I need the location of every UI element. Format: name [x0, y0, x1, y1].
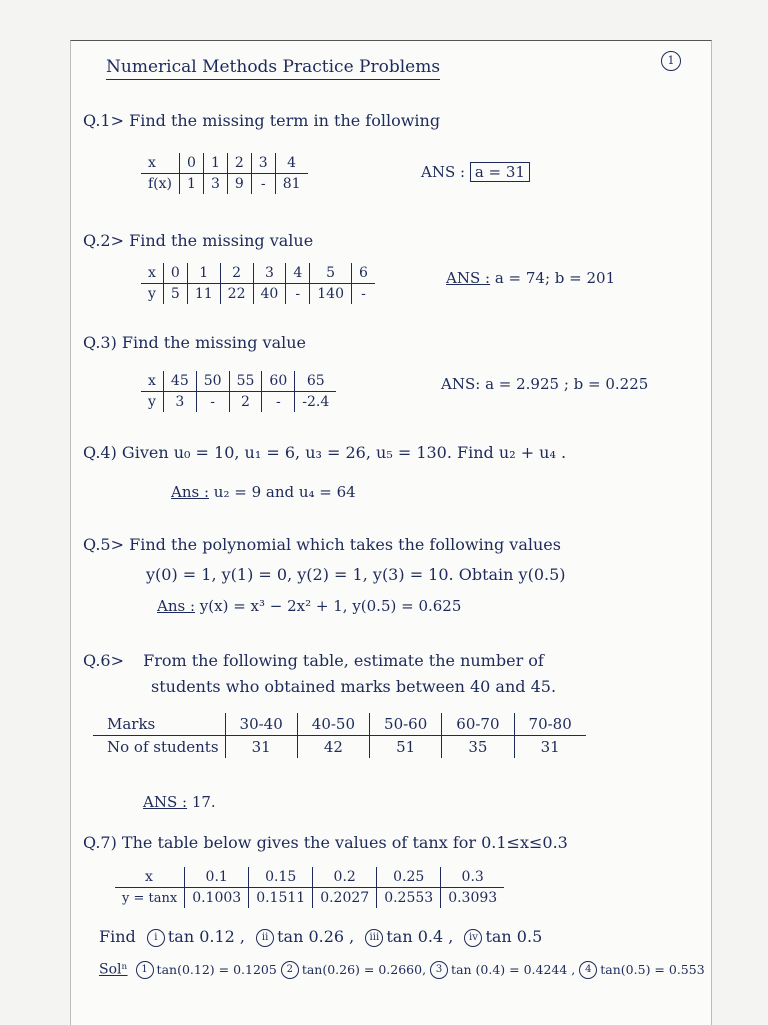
table-cell: 65 — [295, 371, 337, 392]
page-title: Numerical Methods Practice Problems — [106, 57, 440, 80]
list-item — [430, 962, 579, 977]
table-cell: 22 — [220, 284, 253, 305]
table-cell: 55 — [229, 371, 262, 392]
table-row — [141, 392, 336, 413]
q3-text: Find the missing value — [121, 333, 306, 352]
table-cell: 0.2553 — [377, 888, 441, 909]
table-cell: 11 — [187, 284, 220, 305]
circled-number: 2 — [281, 961, 299, 979]
q7-text: The table below gives the values of tanx for 0.1≤x≤0.3 — [121, 833, 568, 852]
q2-table — [141, 263, 375, 304]
circled-number: 4 — [579, 961, 597, 979]
table-cell: - — [262, 392, 295, 413]
q2-y-label: y — [148, 286, 156, 302]
q2-answer — [446, 269, 615, 287]
q5-ans-label: Ans : — [157, 597, 196, 615]
q2-ans-value: a = 74; b = 201 — [494, 269, 616, 287]
list-item — [147, 927, 250, 946]
table-cell: - — [196, 392, 229, 413]
table-cell: 4 — [286, 263, 310, 284]
table-cell: 0.1003 — [185, 888, 249, 909]
table-row — [141, 284, 375, 305]
q1-text: Find the missing term in the following — [129, 111, 441, 130]
q2-text: Find the missing value — [129, 231, 314, 250]
circled-number: 3 — [430, 961, 448, 979]
q5-question — [83, 535, 561, 554]
q4-ans-label: Ans : — [171, 483, 210, 501]
q7-find-label: Find — [99, 927, 136, 946]
table-cell: 60 — [262, 371, 295, 392]
q7-question — [83, 833, 568, 852]
q7-sol-label: Solⁿ — [99, 961, 128, 978]
table-cell: 3 — [203, 174, 227, 195]
table-cell: 4 — [275, 153, 307, 174]
table-cell: 35 — [442, 736, 514, 759]
q6-question-line2: students who obtained marks between 40 and 45. — [151, 677, 557, 696]
table-cell: 2 — [227, 153, 251, 174]
table-cell: 5 — [163, 284, 187, 305]
q6-ans-label: ANS : — [143, 793, 188, 811]
find-text: tan 0.4 , — [386, 927, 454, 946]
table-cell: 1 — [180, 174, 204, 195]
circled-number: 1 — [136, 961, 154, 979]
table-cell: - — [351, 284, 374, 305]
solution-text: tan(0.5) = 0.553 — [600, 961, 705, 977]
q1-table — [141, 153, 308, 194]
table-cell: 70-80 — [514, 713, 586, 736]
circled-number: i — [147, 929, 165, 947]
q7-y-label: y = tanx — [122, 890, 178, 906]
find-text: tan 0.5 — [485, 927, 543, 946]
table-cell: 2 — [229, 392, 262, 413]
circled-number: ii — [256, 929, 274, 947]
table-cell: 50-60 — [370, 713, 442, 736]
solution-text: tan(0.12) = 0.1205 — [156, 961, 277, 977]
table-row — [141, 174, 308, 195]
circled-number: iii — [365, 929, 383, 947]
list-item — [281, 962, 430, 977]
find-text: tan 0.26 , — [277, 927, 355, 946]
table-cell: 2 — [220, 263, 253, 284]
solution-text: tan(0.26) = 0.2660, — [301, 961, 427, 977]
table-cell: 0.25 — [377, 867, 441, 888]
q5-ans-value: y(x) = x³ − 2x² + 1, y(0.5) = 0.625 — [199, 597, 462, 615]
q3-question — [83, 333, 306, 352]
table-cell: - — [286, 284, 310, 305]
table-cell: 0.1511 — [249, 888, 313, 909]
q6-label: Q.6> — [83, 651, 124, 670]
notebook-page — [70, 40, 712, 1025]
table-cell: 0.15 — [249, 867, 313, 888]
table-cell: 5 — [310, 263, 352, 284]
q1-answer — [421, 163, 530, 181]
table-cell: 40 — [253, 284, 286, 305]
table-row — [141, 153, 308, 174]
q6-answer — [143, 793, 216, 811]
q6-question — [83, 651, 544, 670]
table-cell: 140 — [310, 284, 352, 305]
q5-text: Find the polynomial which takes the following values — [129, 535, 561, 554]
q6-ans-value: 17. — [191, 793, 216, 811]
table-cell: 0 — [163, 263, 187, 284]
table-row — [115, 867, 504, 888]
table-cell: 3 — [163, 392, 196, 413]
list-item — [136, 962, 281, 977]
table-cell: 6 — [351, 263, 374, 284]
table-cell: 3 — [253, 263, 286, 284]
table-cell: 40-50 — [297, 713, 369, 736]
table-row — [93, 713, 586, 736]
q1-question — [83, 111, 440, 130]
table-cell: 51 — [370, 736, 442, 759]
circled-number: iv — [464, 929, 482, 947]
list-item — [256, 927, 359, 946]
q5-label: Q.5> — [83, 535, 124, 554]
q5-question-line2: y(0) = 1, y(1) = 0, y(2) = 1, y(3) = 10. Obtain y(0.5) — [146, 565, 566, 584]
q6-table — [93, 713, 586, 758]
q3-ans-label: ANS: — [441, 375, 481, 393]
q3-ans-value: a = 2.925 ; b = 0.225 — [485, 375, 649, 393]
table-cell: 1 — [203, 153, 227, 174]
q6-text: From the following table, estimate the number of — [143, 651, 544, 670]
q1-label: Q.1> — [83, 111, 124, 130]
table-cell: 0.3 — [441, 867, 505, 888]
find-text: tan 0.12 , — [167, 927, 246, 946]
q6-marks-label: Marks — [93, 713, 225, 736]
q4-ans-value: u₂ = 9 and u₄ = 64 — [213, 483, 356, 501]
table-cell: 50 — [196, 371, 229, 392]
table-cell: 42 — [297, 736, 369, 759]
table-cell: 31 — [514, 736, 586, 759]
table-cell: -2.4 — [295, 392, 337, 413]
table-cell: 3 — [251, 153, 275, 174]
list-item — [365, 927, 458, 946]
q6-students-label: No of students — [93, 736, 225, 759]
q4-answer — [171, 483, 356, 501]
table-cell: 31 — [225, 736, 297, 759]
table-cell: - — [251, 174, 275, 195]
table-row — [115, 888, 504, 909]
q2-label: Q.2> — [83, 231, 124, 250]
table-cell: 30-40 — [225, 713, 297, 736]
q4-text: Given u₀ = 10, u₁ = 6, u₃ = 26, u₅ = 130. Find u₂ + u₄ . — [121, 443, 567, 462]
table-cell: 45 — [163, 371, 196, 392]
list-item — [464, 927, 542, 946]
q2-x-label: x — [141, 263, 163, 284]
q3-y-label: y — [148, 394, 156, 410]
q3-label: Q.3) — [83, 333, 117, 352]
q2-question — [83, 231, 313, 250]
q7-solution-line — [99, 961, 705, 979]
solution-text: tan (0.4) = 0.4244 , — [451, 961, 576, 977]
table-cell: 0 — [180, 153, 204, 174]
table-cell: 81 — [275, 174, 307, 195]
q4-question — [83, 443, 566, 462]
q1-fx-label: f(x) — [148, 176, 173, 192]
table-cell: 0.2027 — [313, 888, 377, 909]
page-number: 1 — [661, 51, 681, 71]
table-row — [141, 371, 336, 392]
table-cell: 9 — [227, 174, 251, 195]
q2-ans-label: ANS : — [446, 269, 491, 287]
q5-answer — [157, 597, 461, 615]
table-row — [141, 263, 375, 284]
table-cell: 60-70 — [442, 713, 514, 736]
table-cell: 0.3093 — [441, 888, 505, 909]
table-row — [93, 736, 586, 759]
q1-ans-label: ANS : — [421, 163, 466, 181]
q3-answer — [441, 375, 648, 393]
q7-label: Q.7) — [83, 833, 117, 852]
table-cell: 1 — [187, 263, 220, 284]
q4-label: Q.4) — [83, 443, 117, 462]
q3-x-label: x — [141, 371, 163, 392]
table-cell: 0.1 — [185, 867, 249, 888]
table-cell: 0.2 — [313, 867, 377, 888]
q3-table — [141, 371, 336, 412]
q7-x-label: x — [115, 867, 185, 888]
q7-table — [115, 867, 504, 908]
q1-x-label: x — [141, 153, 180, 174]
list-item — [579, 962, 704, 977]
q1-ans-value: a = 31 — [470, 162, 530, 182]
q7-find-line — [99, 927, 542, 947]
